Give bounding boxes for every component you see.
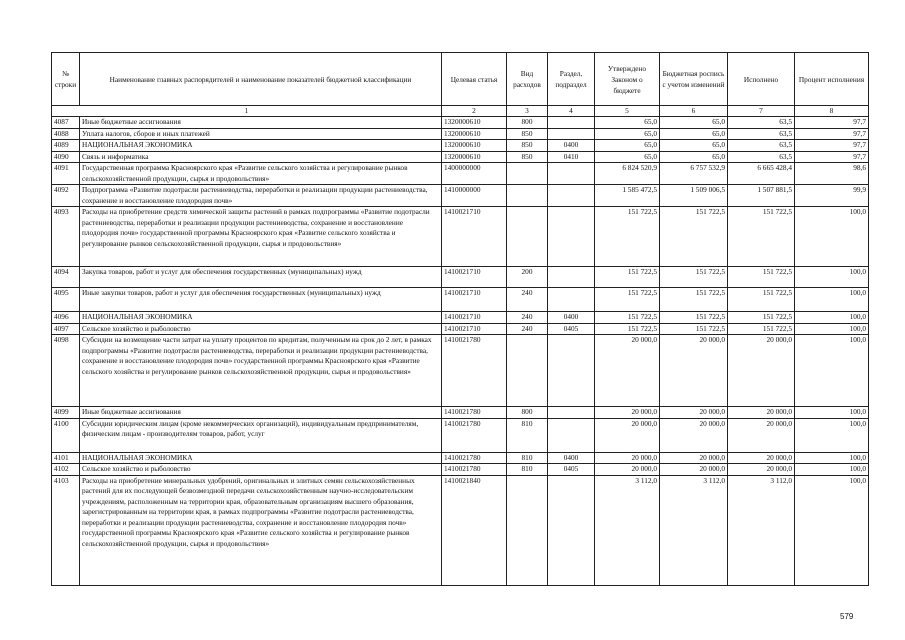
row-executed: 6 665 428,4 [728,163,795,185]
column-number: 4 [548,106,595,117]
row-percent: 97,7 [795,151,869,163]
row-target-article: 1410021710 [442,323,507,335]
row-section [548,288,595,312]
row-section [548,418,595,452]
column-number: 2 [442,106,507,117]
row-approved: 151 722,5 [595,267,660,288]
row-name: Уплата налогов, сборов и иных платежей [80,128,442,140]
column-number: 8 [795,106,869,117]
row-target-article: 1410021840 [442,475,507,585]
row-approved: 20 000,0 [595,418,660,452]
row-executed: 20 000,0 [728,464,795,476]
page-number: 579 [840,612,854,621]
row-executed: 20 000,0 [728,407,795,419]
row-approved: 20 000,0 [595,464,660,476]
row-target-article: 1410021780 [442,335,507,407]
row-expense-type: 810 [507,464,548,476]
row-name: Субсидии на возмещение части затрат на уплату процентов по кредитам, полученным на срок до 2 лет, в рамках подпрограммы «Развитие подотрасли растениеводства, переработки и реализации продукции растениеводства, сохранение и восстановление плодородия почв» государственной программы Красноярского края «Развитие сельского хозяйства и регулирование рынков сельскохозяйственной продукции, сырья и продовольствия» [80,335,442,407]
row-budget-schedule: 151 722,5 [660,207,728,267]
row-name: Иные закупки товаров, работ и услуг для обеспечения государственных (муниципальных) нужд [80,288,442,312]
row-name: Расходы на приобретение средств химической защиты растений в рамках подпрограммы «Развитие подотрасли растениеводства, переработки и реализации продукции растениеводства, сохранение и восстановление плодородия почв» государственной программы Красноярского края «Развитие сельского хозяйства и регулирование рынков сельскохозяйственной продукции, сырья и продовольствия» [80,207,442,267]
row-number: 4100 [52,418,80,452]
row-section [548,267,595,288]
row-percent: 100,0 [795,288,869,312]
row-approved: 65,0 [595,128,660,140]
row-number: 4098 [52,335,80,407]
row-number: 4099 [52,407,80,419]
row-percent: 100,0 [795,464,869,476]
table-row [52,288,869,312]
row-budget-schedule: 20 000,0 [660,418,728,452]
row-target-article: 1410021780 [442,407,507,419]
header-target-article: Целевая статья [442,53,507,106]
table-row [52,335,869,407]
row-number: 4090 [52,151,80,163]
row-approved: 65,0 [595,140,660,152]
row-section: 0405 [548,464,595,476]
row-executed: 63,5 [728,151,795,163]
row-number: 4102 [52,464,80,476]
row-name: Связь и информатика [80,151,442,163]
row-section: 0410 [548,151,595,163]
row-approved: 3 112,0 [595,475,660,585]
row-section [548,207,595,267]
row-section [548,163,595,185]
row-name: Субсидии юридическим лицам (кроме некоммерческих организаций), индивидуальным предпринимателям, физическим лицам - производителям товаров, работ, услуг [80,418,442,452]
row-target-article: 1410021780 [442,452,507,464]
row-percent: 97,7 [795,140,869,152]
row-percent: 99,9 [795,185,869,207]
row-name: Государственная программа Красноярского края «Развитие сельского хозяйства и регулирование рынков сельскохозяйственной продукции, сырья и продовольствия» [80,163,442,185]
header-percent: Процент исполнения [795,53,869,106]
row-section [548,335,595,407]
row-number: 4087 [52,117,80,129]
row-target-article: 1410021710 [442,207,507,267]
column-number: 6 [660,106,728,117]
row-budget-schedule: 20 000,0 [660,335,728,407]
row-expense-type: 810 [507,418,548,452]
row-section [548,407,595,419]
row-percent: 98,6 [795,163,869,185]
row-budget-schedule: 1 509 006,5 [660,185,728,207]
row-target-article: 1410021780 [442,464,507,476]
row-executed: 3 112,0 [728,475,795,585]
table-row [52,418,869,452]
row-expense-type: 810 [507,452,548,464]
row-expense-type [507,335,548,407]
row-percent: 97,7 [795,117,869,129]
row-executed: 151 722,5 [728,267,795,288]
header-approved: Утверждено Законом о бюджете [595,53,660,106]
row-number: 4095 [52,288,80,312]
table-row [52,140,869,152]
row-executed: 20 000,0 [728,335,795,407]
table-row [52,163,869,185]
table-row [52,312,869,324]
row-executed: 63,5 [728,140,795,152]
row-approved: 20 000,0 [595,335,660,407]
row-percent: 97,7 [795,128,869,140]
row-executed: 1 507 881,5 [728,185,795,207]
row-executed: 20 000,0 [728,418,795,452]
row-percent: 100,0 [795,335,869,407]
row-target-article: 1320000610 [442,151,507,163]
row-budget-schedule: 65,0 [660,140,728,152]
row-target-article: 1410021710 [442,267,507,288]
row-approved: 1 585 472,5 [595,185,660,207]
row-percent: 100,0 [795,418,869,452]
table-row [52,151,869,163]
table-row [52,128,869,140]
table-row [52,407,869,419]
row-section [548,185,595,207]
row-number: 4094 [52,267,80,288]
header-row-number: № строки [52,53,80,106]
row-target-article: 1410000000 [442,185,507,207]
row-approved: 65,0 [595,151,660,163]
row-expense-type: 240 [507,288,548,312]
row-approved: 151 722,5 [595,323,660,335]
row-executed: 151 722,5 [728,207,795,267]
row-budget-schedule: 6 757 532,9 [660,163,728,185]
row-percent: 100,0 [795,407,869,419]
row-executed: 151 722,5 [728,312,795,324]
row-percent: 100,0 [795,207,869,267]
row-expense-type [507,207,548,267]
row-executed: 63,5 [728,128,795,140]
row-target-article: 1320000610 [442,140,507,152]
row-name: Сельское хозяйство и рыболовство [80,323,442,335]
row-number: 4091 [52,163,80,185]
row-approved: 6 824 520,9 [595,163,660,185]
row-executed: 151 722,5 [728,323,795,335]
table-row [52,117,869,129]
row-budget-schedule: 151 722,5 [660,288,728,312]
row-name: НАЦИОНАЛЬНАЯ ЭКОНОМИКА [80,452,442,464]
row-expense-type: 850 [507,128,548,140]
row-name: Закупка товаров, работ и услуг для обеспечения государственных (муниципальных) нужд [80,267,442,288]
row-number: 4088 [52,128,80,140]
row-expense-type [507,475,548,585]
row-name: Иные бюджетные ассигнования [80,407,442,419]
row-budget-schedule: 65,0 [660,117,728,129]
row-section [548,117,595,129]
row-approved: 151 722,5 [595,312,660,324]
row-target-article: 1410021780 [442,418,507,452]
row-expense-type [507,185,548,207]
row-section [548,475,595,585]
row-executed: 63,5 [728,117,795,129]
table-row [52,475,869,585]
column-number: 7 [728,106,795,117]
row-target-article: 1410021710 [442,288,507,312]
row-expense-type: 850 [507,140,548,152]
header-name: Наименование главных распорядителей и наименование показателей бюджетной классификации [80,53,442,106]
row-name: Сельское хозяйство и рыболовство [80,464,442,476]
row-number: 4096 [52,312,80,324]
row-approved: 151 722,5 [595,207,660,267]
row-target-article: 1410021710 [442,312,507,324]
row-budget-schedule: 20 000,0 [660,452,728,464]
row-number: 4103 [52,475,80,585]
row-budget-schedule: 151 722,5 [660,323,728,335]
row-name: Иные бюджетные ассигнования [80,117,442,129]
header-expense-type: Вид расходов [507,53,548,106]
row-expense-type: 240 [507,312,548,324]
row-name: НАЦИОНАЛЬНАЯ ЭКОНОМИКА [80,312,442,324]
table-row [52,323,869,335]
table-row [52,207,869,267]
row-budget-schedule: 151 722,5 [660,312,728,324]
row-percent: 100,0 [795,312,869,324]
row-expense-type: 240 [507,323,548,335]
row-number: 4093 [52,207,80,267]
row-approved: 65,0 [595,117,660,129]
row-name: Подпрограмма «Развитие подотрасли растениеводства, переработки и реализации продукции растениеводства, сохранение и восстановление плодородия почв» [80,185,442,207]
header-budget-schedule: Бюджетная роспись с учетом изменений [660,53,728,106]
row-number: 4089 [52,140,80,152]
row-budget-schedule: 20 000,0 [660,464,728,476]
row-section: 0405 [548,323,595,335]
row-section: 0400 [548,140,595,152]
column-number: 1 [52,106,442,117]
row-percent: 100,0 [795,475,869,585]
row-budget-schedule: 65,0 [660,128,728,140]
table-row [52,185,869,207]
header-row [52,53,869,106]
row-expense-type: 200 [507,267,548,288]
budget-table [51,52,869,586]
row-target-article: 1320000610 [442,117,507,129]
row-percent: 100,0 [795,452,869,464]
row-budget-schedule: 151 722,5 [660,267,728,288]
row-expense-type: 800 [507,117,548,129]
row-name: Расходы на приобретение минеральных удобрений, оригинальных и элитных семян сельскохозяйственных растений для их последующей безвозмездной передачи сельскохозяйственным научно-исследовательским учреждениям, расположенным на территории края, образовательным организациям высшего образования, зарегистрированным на территории края, в рамках подпрограммы «Развитие подотрасли растениеводства, переработки и реализации продукции растениеводства, сохранение и восстановление плодородия почв» государственной программы Красноярского края «Развитие сельского хозяйства и регулирование рынков сельскохозяйственной продукции, сырья и продовольствия» [80,475,442,585]
row-section [548,128,595,140]
column-number: 5 [595,106,660,117]
row-approved: 151 722,5 [595,288,660,312]
row-expense-type: 800 [507,407,548,419]
row-name: НАЦИОНАЛЬНАЯ ЭКОНОМИКА [80,140,442,152]
table-body [52,117,869,586]
header-executed: Исполнено [728,53,795,106]
row-expense-type: 850 [507,151,548,163]
row-section: 0400 [548,312,595,324]
table-row [52,452,869,464]
column-numbers-row [52,106,869,117]
row-number: 4097 [52,323,80,335]
row-number: 4092 [52,185,80,207]
table-row [52,267,869,288]
row-approved: 20 000,0 [595,452,660,464]
row-target-article: 1320000610 [442,128,507,140]
row-percent: 100,0 [795,267,869,288]
row-target-article: 1400000000 [442,163,507,185]
row-executed: 151 722,5 [728,288,795,312]
row-number: 4101 [52,452,80,464]
row-budget-schedule: 65,0 [660,151,728,163]
header-section: Раздел, подраздел [548,53,595,106]
row-budget-schedule: 20 000,0 [660,407,728,419]
row-executed: 20 000,0 [728,452,795,464]
column-number: 3 [507,106,548,117]
row-budget-schedule: 3 112,0 [660,475,728,585]
row-section: 0400 [548,452,595,464]
row-approved: 20 000,0 [595,407,660,419]
table-row [52,464,869,476]
row-expense-type [507,163,548,185]
row-percent: 100,0 [795,323,869,335]
